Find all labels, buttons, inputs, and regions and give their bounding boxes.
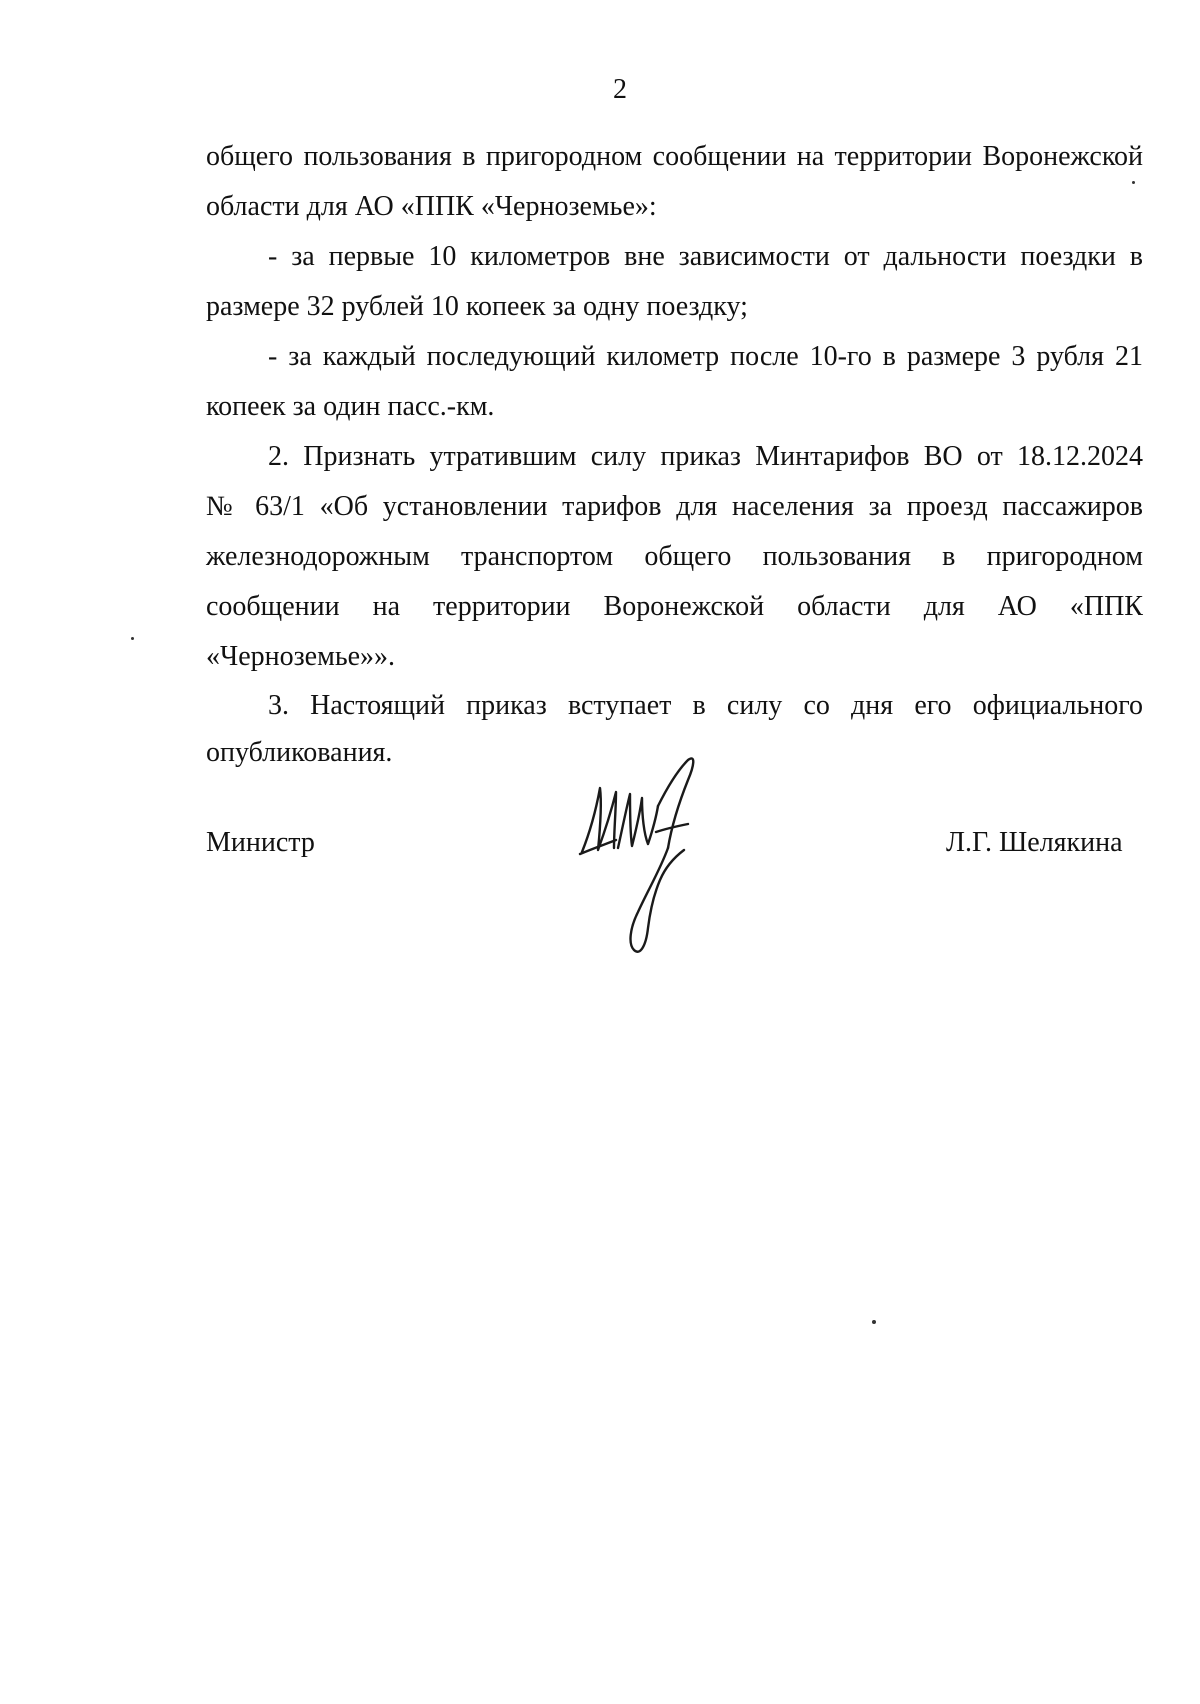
numbered-paragraph-line: железнодорожным транспортом общего пользования в пригородном xyxy=(206,541,1143,572)
list-item-line: - за первые 10 километров вне зависимости от дальности поездки в xyxy=(268,241,1143,272)
page-number: 2 xyxy=(613,74,627,105)
handwritten-signature xyxy=(576,752,726,962)
signer-title: Министр xyxy=(206,827,315,858)
numbered-paragraph-line: 2. Признать утратившим силу приказ Минтарифов ВО от 18.12.2024 xyxy=(268,441,1143,472)
scan-speck xyxy=(131,637,134,640)
scan-speck xyxy=(1132,181,1135,184)
numbered-paragraph-line: сообщении на территории Воронежской области для АО «ППК xyxy=(206,591,1143,622)
list-item-line: - за каждый последующий километр после 10-го в размере 3 рубля 21 xyxy=(268,341,1143,372)
signer-name: Л.Г. Шелякина xyxy=(946,827,1123,858)
numbered-paragraph-line: № 63/1 «Об установлении тарифов для населения за проезд пассажиров xyxy=(206,491,1143,522)
list-item-line: размере 32 рублей 10 копеек за одну поездку; xyxy=(206,291,748,322)
numbered-paragraph-line: «Черноземье»». xyxy=(206,641,396,672)
numbered-paragraph-line: опубликования. xyxy=(206,737,393,768)
numbered-paragraph-line: 3. Настоящий приказ вступает в силу со дня его официального xyxy=(268,690,1143,721)
list-item-line: копеек за один пасс.-км. xyxy=(206,391,495,422)
paragraph-line: общего пользования в пригородном сообщении на территории Воронежской xyxy=(206,141,1143,172)
scan-speck xyxy=(872,1320,876,1324)
paragraph-line: области для АО «ППК «Черноземье»: xyxy=(206,191,657,222)
